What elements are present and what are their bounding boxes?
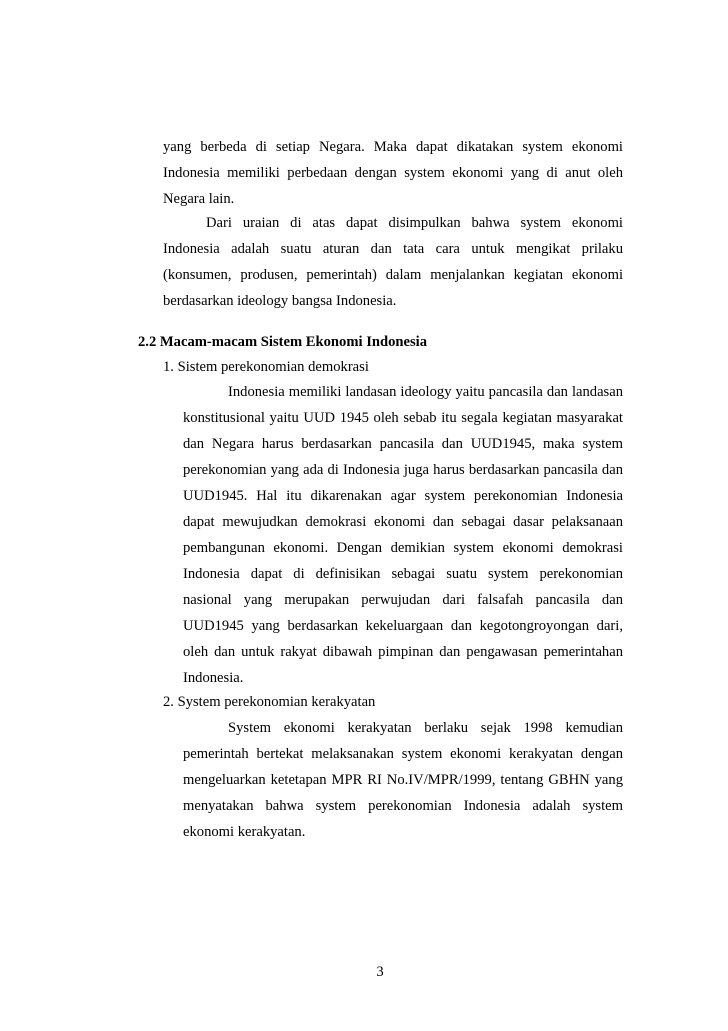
paragraph-2-line: (konsumen, produsen, pemerintah) dalam menjalankan kegiatan ekonomi [163,267,623,283]
paragraph-1-line: yang berbeda di setiap Negara. Maka dapat dikatakan system ekonomi [163,139,623,155]
paragraph-1-line: Indonesia memiliki perbedaan dengan system ekonomi yang di anut oleh [163,165,623,181]
list-item-line: perekonomian yang ada di Indonesia juga harus berdasarkan pancasila dan [183,462,623,478]
paragraph-1-line: Negara lain. [163,191,235,207]
list-item-line: Indonesia. [183,670,244,686]
list-item-title: 1. Sistem perekonomian demokrasi [163,359,369,375]
paragraph-2-line: berdasarkan ideology bangsa Indonesia. [163,293,397,309]
list-item-line: pembangunan ekonomi. Dengan demikian system ekonomi demokrasi [183,540,623,556]
section-heading: 2.2 Macam-macam Sistem Ekonomi Indonesia [138,334,428,350]
list-item-line: Indonesia memiliki landasan ideology yaitu pancasila dan landasan [228,384,623,400]
paragraph-2-line: Dari uraian di atas dapat disimpulkan bahwa system ekonomi [206,215,623,231]
list-item-line: Indonesia dapat di definisikan sebagai suatu system perekonomian [183,566,623,582]
list-item-line: nasional yang merupakan perwujudan dari falsafah pancasila dan [183,592,623,608]
list-item-line: UUD1945. Hal itu dikarenakan agar system perekonomian Indonesia [183,488,623,504]
list-item-line: dan Negara harus berdasarkan pancasila dan UUD1945, maka system [183,436,623,452]
list-item-line: oleh dan untuk rakyat dibawah pimpinan dan pengawasan pemerintahan [183,644,623,660]
list-item-title: 2. System perekonomian kerakyatan [163,694,376,710]
list-item-line: pemerintah bertekat melaksanakan system ekonomi kerakyatan dengan [183,746,623,762]
page-number: 3 [376,964,384,980]
list-item-line: UUD1945 yang berdasarkan kekeluargaan dan kegotongroyongan dari, [183,618,623,634]
list-item-line: konstitusional yaitu UUD 1945 oleh sebab itu segala kegiatan masyarakat [183,410,623,426]
list-item-line: ekonomi kerakyatan. [183,824,306,840]
paragraph-2-line: Indonesia adalah suatu aturan dan tata cara untuk mengikat prilaku [163,241,623,257]
list-item-line: menyatakan bahwa system perekonomian Indonesia adalah system [183,798,623,814]
list-item-line: dapat mewujudkan demokrasi ekonomi dan sebagai dasar pelaksanaan [183,514,623,530]
list-item-line: System ekonomi kerakyatan berlaku sejak 1998 kemudian [228,720,623,736]
list-item-line: mengeluarkan ketetapan MPR RI No.IV/MPR/1999, tentang GBHN yang [183,772,623,788]
